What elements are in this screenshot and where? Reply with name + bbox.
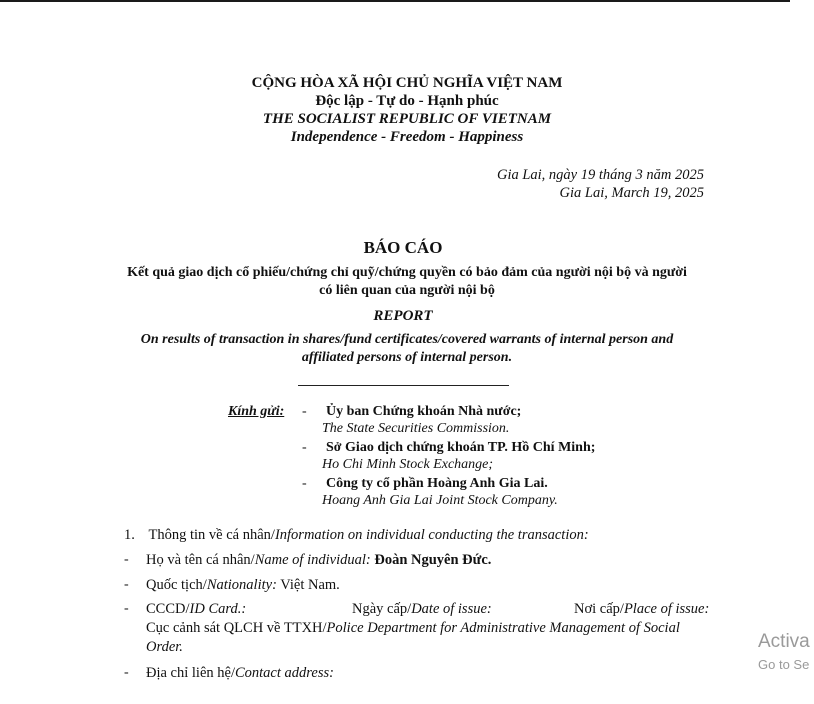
date-en: Gia Lai, March 19, 2025 bbox=[559, 185, 704, 201]
section-heading bbox=[124, 527, 589, 544]
id-label-vn: CCCD/ bbox=[146, 601, 190, 617]
motto-en: Independence - Freedom - Happiness bbox=[290, 129, 524, 145]
section-heading-en: Information on individual conducting the transaction: bbox=[274, 527, 589, 543]
recipient-bullet: - bbox=[302, 440, 307, 455]
field-name bbox=[146, 552, 491, 569]
issue-date-label-en: Date of issue: bbox=[411, 601, 492, 617]
recipient-1-vn: Ủy ban Chứng khoán Nhà nước; bbox=[326, 404, 522, 419]
issue-place-value-line2: Order. bbox=[146, 639, 183, 655]
name-label-en: Name of individual: bbox=[254, 552, 371, 568]
top-border-line bbox=[0, 0, 790, 2]
field-bullet: - bbox=[124, 552, 129, 567]
recipient-bullet: - bbox=[302, 476, 307, 491]
recipient-2-vn: Sở Giao dịch chứng khoán TP. Hồ Chí Minh; bbox=[326, 440, 596, 455]
issue-date-label-vn: Ngày cấp/ bbox=[352, 601, 412, 617]
issue-place-value-en: Police Department for Administrative Management of Social bbox=[326, 620, 680, 636]
country-name-en: THE SOCIALIST REPUBLIC OF VIETNAM bbox=[262, 111, 552, 127]
separator-line bbox=[298, 385, 509, 386]
watermark-line2: Go to Se bbox=[758, 657, 810, 672]
field-id-card bbox=[146, 601, 246, 618]
motto-vn: Độc lập - Tự do - Hạnh phúc bbox=[315, 93, 499, 109]
watermark-line1: Activa bbox=[758, 631, 810, 652]
name-value: Đoàn Nguyên Đức. bbox=[374, 552, 492, 568]
id-label-en: ID Card.: bbox=[189, 601, 247, 617]
field-issue-date bbox=[352, 601, 492, 618]
report-subtitle-vn-line2: có liên quan của người nội bộ bbox=[319, 283, 495, 298]
nationality-label-vn: Quốc tịch/ bbox=[146, 577, 207, 593]
name-label-vn: Họ và tên cá nhân/ bbox=[146, 552, 255, 568]
date-vn: Gia Lai, ngày 19 tháng 3 năm 2025 bbox=[496, 167, 704, 183]
field-bullet: - bbox=[124, 665, 129, 680]
contact-label-vn: Địa chỉ liên hệ/ bbox=[146, 665, 235, 681]
contact-label-en: Contact address: bbox=[234, 665, 334, 681]
issue-place-label-en: Place of issue: bbox=[623, 601, 710, 617]
recipient-3-en: Hoang Anh Gia Lai Joint Stock Company. bbox=[322, 493, 558, 508]
report-subtitle-vn-line1: Kết quả giao dịch cổ phiếu/chứng chỉ quỹ/chứng quyền có bảo đảm của người nội bộ và người bbox=[127, 265, 687, 280]
issue-place-value-vn: Cục cảnh sát QLCH về TTXH/ bbox=[146, 620, 327, 636]
field-issue-place bbox=[574, 601, 709, 618]
field-bullet: - bbox=[124, 577, 129, 592]
report-title-en: REPORT bbox=[373, 308, 433, 324]
field-nationality bbox=[146, 577, 340, 594]
field-contact-address bbox=[146, 665, 334, 682]
recipient-2-en: Ho Chi Minh Stock Exchange; bbox=[322, 457, 494, 472]
section-number: 1. bbox=[124, 527, 135, 543]
recipients-label: Kính gửi: bbox=[228, 404, 285, 419]
issue-place-value-line1 bbox=[146, 620, 680, 637]
section-heading-vn: Thông tin về cá nhân/ bbox=[148, 527, 275, 543]
nationality-label-en: Nationality: bbox=[206, 577, 277, 593]
field-bullet: - bbox=[124, 601, 129, 616]
issue-place-label-vn: Nơi cấp/ bbox=[574, 601, 624, 617]
recipient-1-en: The State Securities Commission. bbox=[322, 421, 510, 436]
country-name-vn: CỘNG HÒA XÃ HỘI CHỦ NGHĨA VIỆT NAM bbox=[251, 75, 563, 91]
recipient-3-vn: Công ty cổ phần Hoàng Anh Gia Lai. bbox=[326, 476, 548, 491]
nationality-value: Việt Nam. bbox=[280, 577, 340, 593]
report-subtitle-en-line1: On results of transaction in shares/fund certificates/covered warrants of internal person and bbox=[140, 332, 674, 347]
report-title-vn: BÁO CÁO bbox=[363, 238, 443, 257]
recipient-bullet: - bbox=[302, 404, 307, 419]
report-subtitle-en-line2: affiliated persons of internal person. bbox=[301, 350, 513, 365]
